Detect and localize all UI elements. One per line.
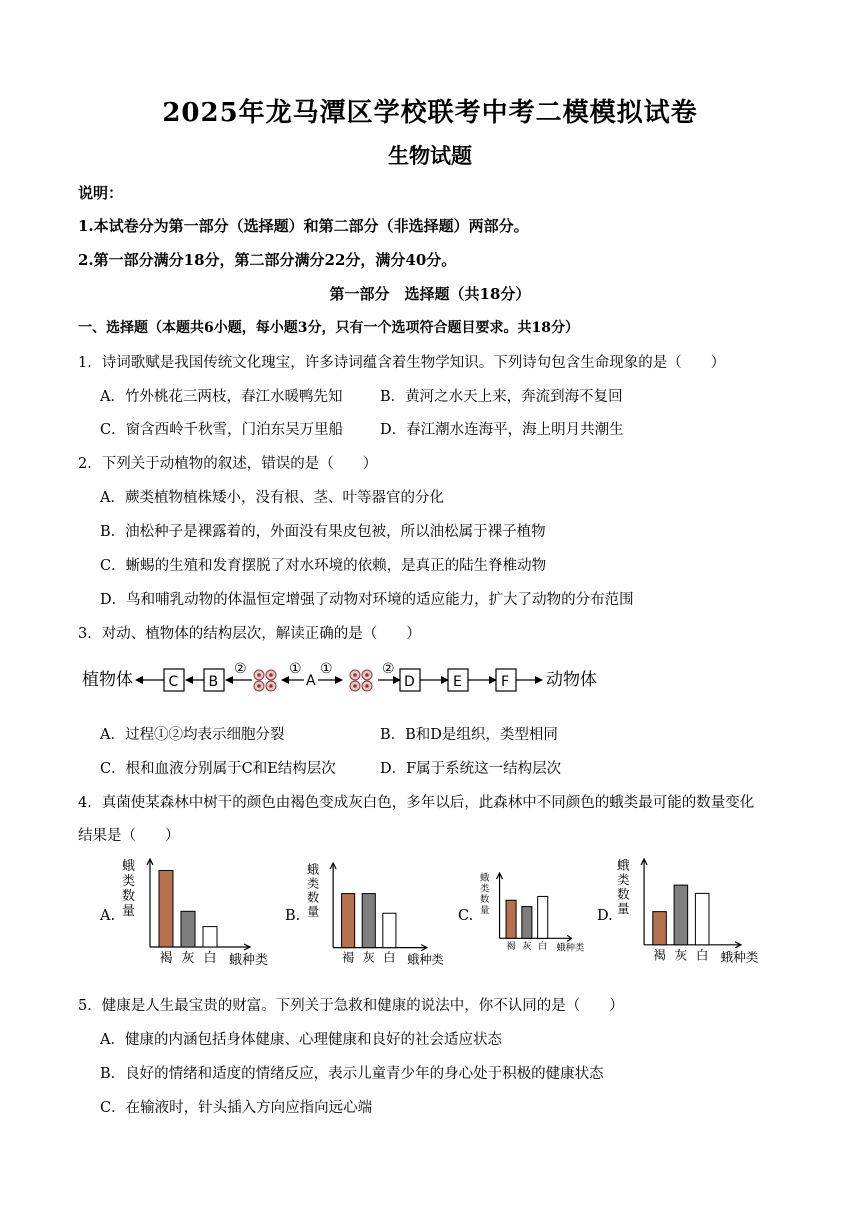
box-b-label: B (208, 674, 219, 690)
bar-褐 (159, 871, 173, 948)
notes-line-2: 2.第一部分满分18分，第二部分满分22分，满分40分。 (78, 251, 457, 269)
y-axis-label-char: 蛾 (617, 858, 630, 873)
center-a-label: A (306, 673, 316, 689)
bar-白 (538, 896, 548, 938)
y-axis-label-char: 类 (480, 883, 490, 895)
y-axis-label-char: 蛾 (122, 859, 136, 874)
q3-option-d: D．F属于系统这一结构层次 (380, 761, 562, 777)
notes-line-1: 1.本试卷分为第一部分（选择题）和第二部分（非选择题）两部分。 (78, 217, 529, 235)
q5-option-a: A．健康的内涵包括身体健康、心理健康和良好的社会适应状态 (100, 1032, 502, 1048)
y-axis-label-char: 数 (617, 886, 630, 902)
bar-褐 (653, 912, 667, 945)
bar-褐 (506, 900, 516, 938)
x-tick-label: 褐 (653, 947, 666, 963)
q4-stem-line-1: 4．真菌使某森林中树干的颜色由褐色变成灰白色，多年以后，此森林中不同颜色的蛾类最可能的数量变化 (78, 795, 755, 811)
bar-灰 (674, 885, 688, 945)
y-axis-label-char: 类 (307, 876, 320, 891)
chart-option-b (305, 862, 455, 972)
y-axis-label-char: 蛾 (480, 872, 490, 884)
cell-cluster-right (350, 670, 372, 691)
q2-option-a: A．蕨类植物植株矮小，没有根、茎、叶等器官的分化 (100, 490, 444, 506)
chart-option-c (478, 872, 593, 957)
x-axis-label: 蛾种类 (720, 949, 759, 965)
q1-option-a: A．竹外桃花三两枝，春江水暖鸭先知 (100, 389, 343, 405)
y-axis-label-char: 量 (122, 903, 136, 919)
bar-灰 (181, 911, 195, 947)
q3-option-c: C．根和血液分别属于C和E结构层次 (100, 761, 336, 777)
y-axis-label-char: 类 (122, 873, 136, 889)
bar-白 (203, 927, 217, 947)
x-axis-label: 蛾种类 (407, 952, 444, 967)
q2-option-d: D．鸟和哺乳动物的体温恒定增强了动物对环境的适应能力，扩大了动物的分布范围 (100, 592, 634, 608)
q4-option-c-label: C. (458, 908, 474, 924)
x-tick-label: 灰 (522, 941, 532, 953)
q1-option-d: D．春江潮水连海平，海上明月共潮生 (380, 422, 624, 438)
x-tick-label: 白 (383, 950, 396, 965)
q5-option-b: B．良好的情绪和适度的情绪反应，表示儿童青少年的身心处于积极的健康状态 (100, 1066, 604, 1082)
x-tick-label: 灰 (674, 947, 688, 963)
x-tick-label: 白 (203, 951, 217, 966)
q4-option-d-label: D. (597, 908, 613, 924)
box-e-label: E (453, 674, 462, 690)
q4-option-a-label: A. (100, 908, 116, 924)
x-tick-label: 褐 (159, 951, 173, 966)
x-tick-label: 白 (695, 947, 709, 963)
q4-option-b-label: B. (285, 908, 301, 924)
x-axis-label: 蛾种类 (229, 953, 269, 968)
notes-label: 说明： (78, 184, 124, 202)
chart-option-a (120, 858, 280, 973)
chart-option-d (615, 858, 770, 970)
x-tick-label: 褐 (342, 950, 355, 965)
q2-stem: 2．下列关于动植物的叙述，错误的是（ ） (78, 456, 378, 472)
q3-option-b: B．B和D是组织，类型相同 (380, 727, 558, 743)
bar-褐 (342, 894, 355, 948)
y-axis-label-char: 量 (480, 904, 490, 916)
exam-title: 2025年龙马潭区学校联考中考二模模拟试卷 (162, 98, 698, 128)
q2-option-c: C．蜥蜴的生殖和发育摆脱了对水环境的依赖，是真正的陆生脊椎动物 (100, 558, 547, 574)
animal-body-label: 动物体 (546, 670, 597, 690)
y-axis-label-char: 量 (307, 904, 320, 919)
box-f-label: F (501, 674, 510, 690)
bar-灰 (362, 894, 375, 948)
q2-option-b: B．油松种子是裸露着的，外面没有果皮包被，所以油松属于裸子植物 (100, 524, 546, 540)
step-1-right: ① (320, 661, 333, 677)
structure-level-diagram (80, 656, 610, 702)
q3-option-a: A．过程①②均表示细胞分裂 (100, 727, 285, 743)
exam-subtitle: 生物试题 (388, 143, 472, 168)
q3-stem: 3．对动、植物体的结构层次，解读正确的是（ ） (78, 626, 421, 642)
step-2-right: ② (382, 661, 395, 677)
part1-heading: 第一部分 选择题（共18分） (329, 285, 531, 303)
cell-cluster-left (254, 670, 276, 691)
y-axis-label-char: 数 (307, 890, 320, 905)
y-axis-label-char: 数 (122, 888, 136, 904)
x-tick-label: 白 (538, 941, 548, 953)
x-tick-label: 褐 (506, 941, 516, 953)
y-axis-label-char: 类 (617, 872, 630, 888)
q1-option-c: C．窗含西岭千秋雪，门泊东吴万里船 (100, 422, 344, 438)
x-tick-label: 灰 (181, 951, 195, 966)
section-heading: 一、选择题（本题共6小题，每小题3分，只有一个选项符合题目要求。共18分） (78, 320, 579, 336)
bar-灰 (522, 907, 532, 939)
step-2-left: ② (234, 661, 247, 677)
y-axis-label-char: 数 (480, 894, 490, 906)
plant-body-label: 植物体 (82, 670, 133, 690)
step-1-left: ① (289, 661, 302, 677)
bar-白 (695, 893, 709, 944)
q1-stem: 1．诗词歌赋是我国传统文化瑰宝，许多诗词蕴含着生物学知识。下列诗句包含生命现象的是（ ） (78, 355, 726, 371)
q5-option-c: C．在输液时，针头插入方向应指向远心端 (100, 1100, 373, 1116)
q5-stem: 5．健康是人生最宝贵的财富。下列关于急救和健康的说法中，你不认同的是（ ） (78, 998, 624, 1014)
x-axis-label: 蛾种类 (556, 942, 585, 954)
box-d-label: D (404, 674, 415, 690)
bar-白 (383, 913, 396, 947)
q4-stem-line-2: 结果是（ ） (78, 828, 180, 844)
y-axis-label-char: 量 (617, 901, 630, 917)
y-axis-label-char: 蛾 (307, 862, 320, 877)
q1-option-b: B．黄河之水天上来，奔流到海不复回 (380, 389, 623, 405)
box-c-label: C (168, 674, 179, 690)
x-tick-label: 灰 (362, 950, 375, 965)
